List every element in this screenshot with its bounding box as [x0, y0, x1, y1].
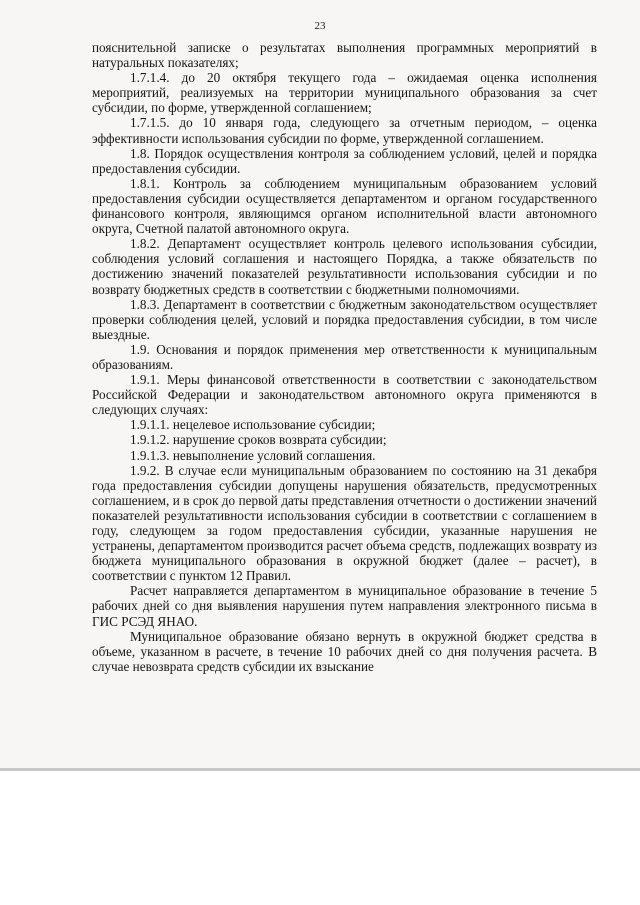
paragraph-1715: 1.7.1.5. до 10 января года, следующего за отчетным периодом, – оценка эффективности использования субсидии по форме, утвержденной соглашением.	[92, 115, 597, 146]
paragraph-182: 1.8.2. Департамент осуществляет контроль целевого использования субсидии, соблюдения условий соглашения и настоящего Порядка, а также обязательств по достижению значений показателей результативности использования субсидии и по возврату бюджетных средств в соответствии с бюджетными полномочиями.	[92, 236, 597, 297]
page-number: 23	[314, 20, 326, 32]
paragraph-1714: 1.7.1.4. до 20 октября текущего года – ожидаемая оценка исполнения мероприятий, реализуемых на территории муниципального образования за счет субсидии, по форме, утвержденной соглашением;	[92, 70, 597, 116]
paragraph-1913: 1.9.1.3. невыполнение условий соглашения.	[130, 447, 376, 463]
paragraph-19: 1.9. Основания и порядок применения мер ответственности к муниципальным образованиям.	[92, 341, 597, 372]
paragraph-1911: 1.9.1.1. нецелевое использование субсидии;	[130, 417, 376, 433]
paragraph-183: 1.8.3. Департамент в соответствии с бюджетным законодательством осуществляет проверки соблюдения целей, условий и порядка предоставления субсидии, в том числе выездные.	[92, 296, 597, 342]
paragraph-191: 1.9.1. Меры финансовой ответственности в соответствии с законодательством Российской Федерации и законодательством автономного округа применяются в следующих случаях:	[92, 372, 597, 418]
paragraph-18: 1.8. Порядок осуществления контроля за соблюдением условий, целей и порядка предоставления субсидии.	[92, 145, 597, 176]
scan-bottom-edge	[0, 768, 640, 771]
paragraph-municipal-obligation: Муниципальное образование обязано вернуть в окружной бюджет средства в объеме, указанном в расчете, в течение 10 рабочих дней со дня получения расчета. В случае невозврата средств субсидии их взыскание	[92, 628, 597, 674]
document-body	[92, 40, 597, 674]
paragraph-1714-continuation: пояснительной записке о результатах выполнения программных мероприятий в натуральных показателях;	[92, 40, 597, 71]
paragraph-181: 1.8.1. Контроль за соблюдением муниципальным образованием условий предоставления субсидии осуществляется департаментом и органом государственного финансового контроля, являющимся органом исполнительной власти автономного округа, Счетной палатой автономного округа.	[92, 175, 597, 237]
paragraph-1912: 1.9.1.2. нарушение сроков возврата субсидии;	[130, 432, 387, 448]
paragraph-calculation: Расчет направляется департаментом в муниципальное образование в течение 5 рабочих дней со дня выявления нарушения путем направления электронного письма в ГИС РСЭД ЯНАО.	[92, 583, 597, 629]
paragraph-192: 1.9.2. В случае если муниципальным образованием по состоянию на 31 декабря года предоставления субсидии допущены нарушения обязательств, предусмотренных соглашением, и в срок до первой даты представления отчетности о достижении значений показателей результативности использования субсидии в соответствии с соглашением в году, следующем за годом предоставления субсидии, указанные нарушения не устранены, департаментом производится расчет объема средств, подлежащих возврату из бюджета муниципального образования в окружной бюджет (далее – расчет), в соответствии с пунктом 12 Правил.	[92, 462, 597, 584]
